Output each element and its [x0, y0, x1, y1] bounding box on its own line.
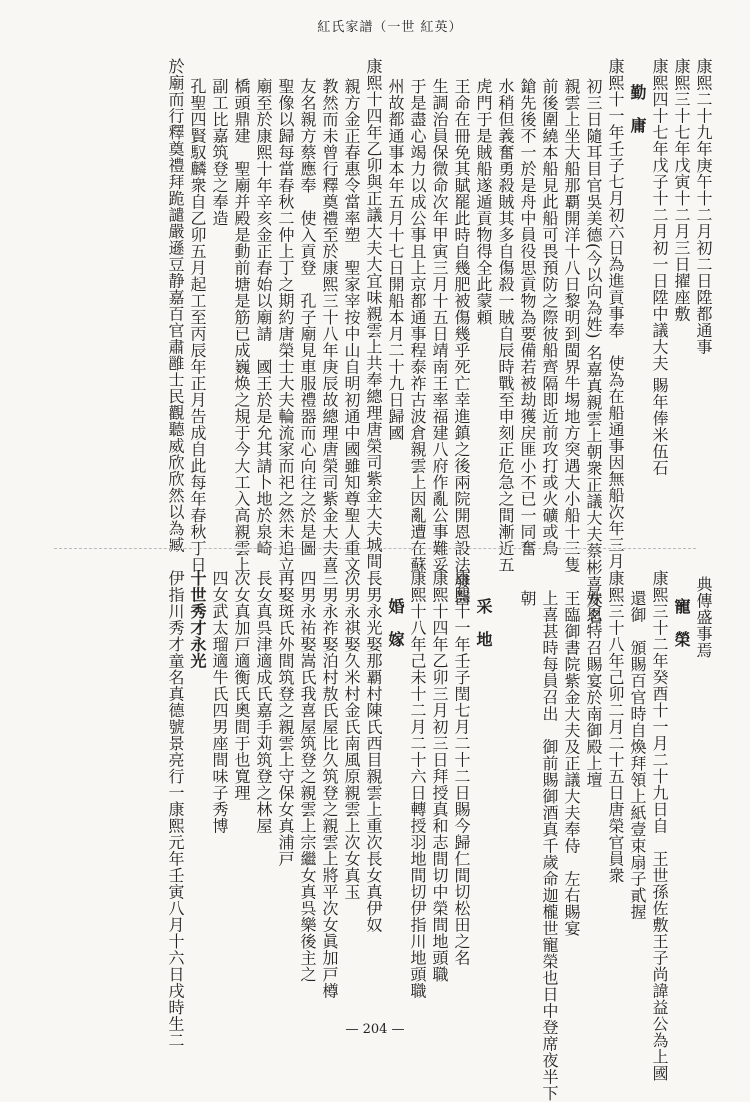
text-column: 友名親方蔡應奉 使入貢登 孔子廟見車服禮器而心向往之於是圖	[298, 78, 317, 557]
text-column: 副工比嘉筑登之奉造	[210, 78, 229, 227]
text-column: 州故都通事本年五月十七日開船本月二十九日歸國	[386, 78, 405, 441]
text-column: 伊指川秀才童名真德號景亮行一康熙元年壬寅八月十六日戌時生二	[166, 570, 185, 1049]
section-divider	[54, 548, 696, 549]
page-header: 紅氏家譜（一世 紅英）	[317, 20, 463, 35]
text-column: 典傳盛事焉	[694, 576, 713, 659]
text-column: 初三日隨耳目官吳美德(今以向為姓) 名嘉真親雲上朝衆正議大夫蔡彬喜友名	[584, 78, 603, 626]
text-column: 次女真加戸適衡氏奧間于也寬理	[232, 570, 251, 801]
text-column: 康熙四十七年戊子十二月初一日陞中議大夫 賜年俸米伍石	[650, 58, 669, 477]
text-column: 再娶斑氏外間筑登之親雲上守保女真浦戸	[276, 570, 295, 867]
text-column: 虎門于是賊船遂遁貢物得全此蒙頼	[474, 78, 493, 326]
text-column: 王命在冊免其賦罷此時自幾肥被傷幾乎死亡幸進鎮之後兩院開恩設法發醫	[452, 78, 471, 606]
text-column: 康熙二十九年庚午十二月初二日陞都通事	[694, 58, 713, 355]
section-heading: 勤 庸	[628, 84, 647, 134]
text-column: 康熙十四年乙卯三月初三日拜授真和志間切中榮間地頭職	[430, 570, 449, 983]
text-column: 於廟而行釋奠禮拜跪譴嚴遜豆静嘉百官肅雝士民觀聽威欣欣然以為臧	[166, 58, 185, 553]
text-column: 前後圍繞本船見此船可畏預防之際彼船齊隔即近前攻打或火礦或鳥	[540, 78, 559, 557]
text-column: 四女武太瑠適牛氏四男座間味子秀博	[210, 570, 229, 834]
section-heading: 十世秀才永光	[188, 570, 207, 669]
text-column: 康熙十一年壬子七月初六日為進貢事奉 使為在船通事因無船次年三月	[606, 58, 625, 570]
text-column: 長男永光娶那覇村陳氏西目親雲上重次長女真伊奴	[364, 570, 383, 933]
text-column: 孔聖四賢馭麟衆自乙卯五月起工至丙辰年正月告成自此每年春秋丁日	[188, 78, 207, 573]
text-column: 康熙十一年壬子閏七月二十二日賜今歸仁間切松田之名	[452, 570, 471, 966]
section-heading: 采 地	[474, 598, 493, 648]
text-column: 于是盡心竭力以成公事且上京都通事程泰祚古波倉親雲上因亂遭在蘇	[408, 78, 427, 573]
text-column: 朝	[518, 590, 537, 607]
text-column: 上喜甚時每員召出 御前賜御酒真千歲命迦櫳世寵榮也日中登席夜半下	[540, 590, 559, 1102]
text-column: 王臨御書院紫金大夫及正議大夫奉侍 左右賜宴	[562, 590, 581, 937]
text-column: 親雲上坐大船那覇開洋十八日黎明到閩界牛埸地方突遇大小船十三隻	[562, 78, 581, 573]
text-column: 水稍但義奮勇殺賊其多自傷殺一賊自辰時戰至申刻正危急之間漸近五	[496, 78, 515, 573]
text-column: 康熙三十七年戊寅十二月三日擢座敷	[672, 58, 691, 322]
text-column: 生調治員保微命次年甲寅三月十五日靖南王率福建八府作亂公事難妥	[430, 78, 449, 573]
text-column: 廟至於康熙十年辛亥金正春始以廟請 國王於是允其請卜地於泉崎	[254, 78, 273, 557]
text-column: 長女真呉津適成氏嘉手苅筑登之林屋	[254, 570, 273, 834]
text-column: 次男永祺娶久米村金氏南風原親雲上次女真玉	[342, 570, 361, 900]
text-column: 四男永祐娶嵩氏我喜屋筑登之親雲上宗繼女真呉樂後主之	[298, 570, 317, 983]
text-column: 親方金正春惠令當率塑 聖家宰按中山自明初通中國雖知尊聖人重文	[342, 78, 361, 573]
text-column: 康熙十八年己未十二月二十六日轉授羽地間切伊指川地頭職	[408, 570, 427, 999]
section-heading: 婚 嫁	[386, 598, 405, 648]
text-column: 還御 頒賜百官時自煥拜領上紙壹束扇子貳握	[628, 590, 647, 920]
text-column: 教然而未曾行釋奠禮至於康熙三十八年庚辰故總理唐榮司紫金大夫喜	[320, 78, 339, 573]
text-column: 三男永祚娶泊村敖氏屋比久筑登之親雲上將平次女眞加戸樽	[320, 570, 339, 999]
text-column: 康熙十四年乙卯與正議大夫大宜味親雲上共奉總理唐榮司紫金大夫城間	[364, 58, 383, 570]
text-column: 鎗先後不一於是舟中員役思貢物為要備若被劫獲戻匪小不已一同奮	[518, 78, 537, 557]
page-number: — 204 —	[345, 1022, 405, 1037]
text-column: 康熙三十八年己卯二月二十五日唐榮官員衆	[606, 570, 625, 884]
text-column: 殊恩特召賜宴於南御殿上壇	[584, 590, 603, 788]
text-column: 康熙三十二年癸酉十一月二十九日自 王世孫佐敷王子尚諱益公為上國	[650, 570, 669, 1082]
text-column: 橋頭鼎建 聖廟并殿是動前塘是筋已成巍焕之規于今大工入高親雲上	[232, 78, 251, 573]
section-heading: 寵 榮	[672, 598, 691, 648]
text-column: 聖像以歸每當春秋二仲上丁之期約唐榮士大夫輪流家而祀之然未追立	[276, 78, 295, 573]
